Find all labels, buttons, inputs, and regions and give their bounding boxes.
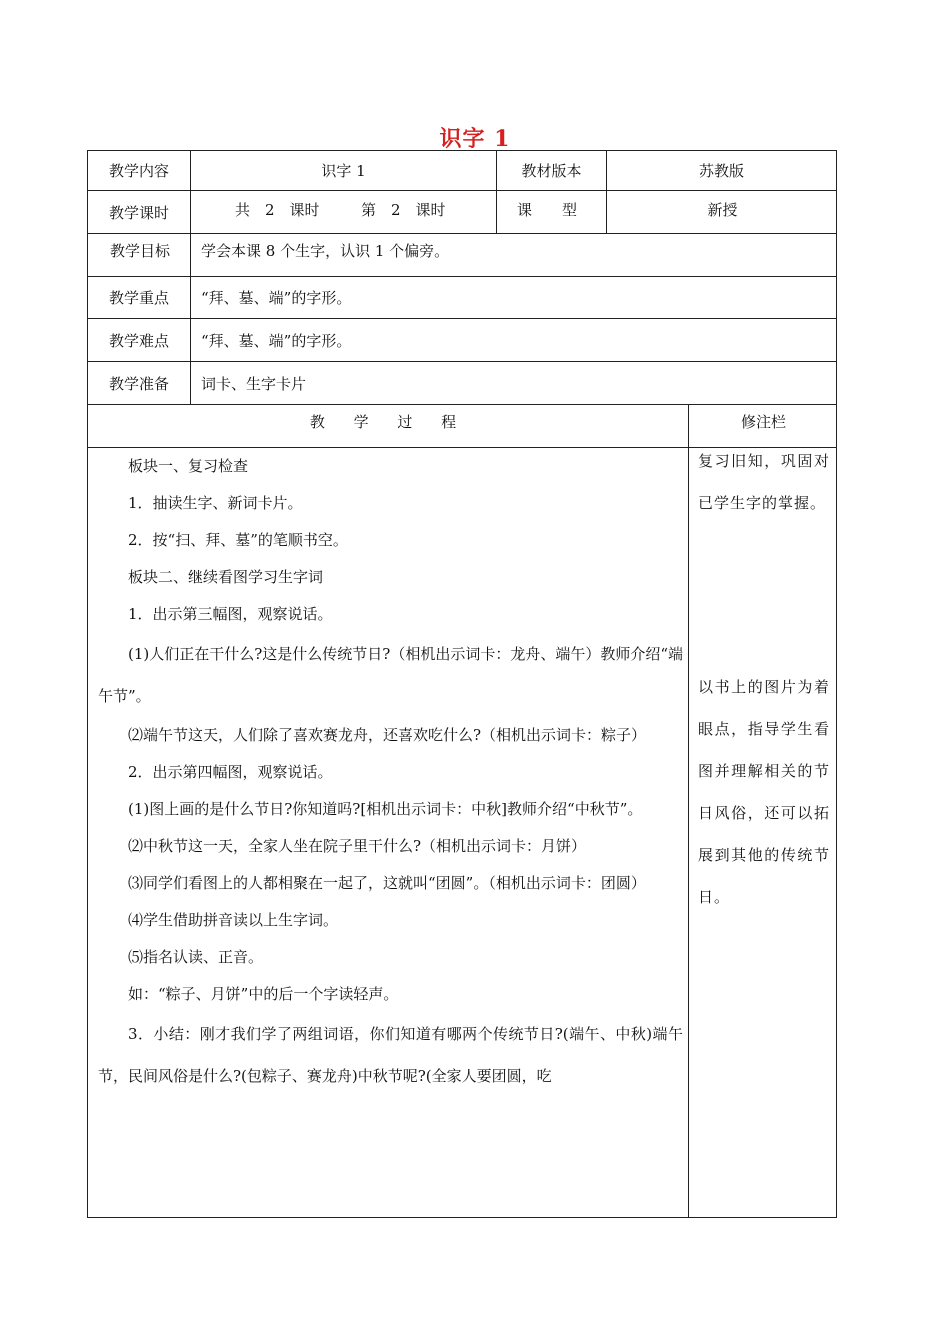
process-line: 板块二、继续看图学习生字词 [128, 568, 324, 586]
process-line: 3．小结：刚才我们学了两组词语，你们知道有哪两个传统节日?(端午、中秋)端午节，民间风俗是什么?(包粽子、赛龙舟)中秋节呢?(全家人要团圆，吃 [98, 1025, 683, 1085]
process-line: (1)人们正在干什么?这是什么传统节日?（相机出示词卡：龙舟、端午）教师介绍“端午节”。 [98, 645, 684, 705]
hours-cell [190, 190, 497, 234]
process-heading: 教 学 过 程 [309, 413, 469, 431]
goal-value-cell [190, 233, 837, 277]
type-value: 新授 [707, 201, 738, 219]
difficulty-label: 教学难点 [87, 318, 191, 362]
process-line: ⑸指名认读、正音。 [128, 948, 264, 966]
key-label: 教学重点 [87, 276, 191, 319]
note-pictures: 以书上的图片为着眼点，指导学生看图并理解相关的节日风俗，还可以拓展到其他的传统节日。 [698, 678, 830, 906]
process-line: (1)图上画的是什么节日?你知道吗?[相机出示词卡：中秋]教师介绍“中秋节”。 [128, 800, 643, 818]
type-label-cell [496, 190, 607, 234]
process-line: 如：“粽子、月饼”中的后一个字读轻声。 [128, 985, 399, 1003]
process-line: 2．按“扫、拜、墓”的笔顺书空。 [128, 531, 348, 549]
content-value: 识字 1 [190, 150, 497, 191]
process-text [98, 448, 683, 1097]
edition-value: 苏教版 [606, 150, 837, 191]
process-line: ⑵中秋节这一天，全家人坐在院子里干什么?（相机出示词卡：月饼） [128, 837, 587, 855]
process-line: ⑷学生借助拼音读以上生字词。 [128, 911, 339, 929]
hours-total: 共 2 课时 [235, 201, 320, 219]
note-review: 复习旧知，巩固对已学生字的掌握。 [698, 452, 830, 512]
hours-current: 第 2 课时 [361, 201, 446, 219]
process-line: 1．抽读生字、新词卡片。 [128, 494, 303, 512]
process-line: 板块一、复习检查 [128, 457, 249, 475]
process-line: 1．出示第三幅图，观察说话。 [128, 605, 333, 623]
prep-value: 词卡、生字卡片 [190, 361, 837, 405]
content-label: 教学内容 [87, 150, 191, 191]
goal-value: 学会本课 8 个生字，认识 1 个偏旁。 [201, 242, 450, 260]
type-value-cell [606, 190, 837, 234]
process-line: ⑶同学们看图上的人都相聚在一起了，这就叫“团圆”。（相机出示词卡：团圆） [128, 874, 646, 892]
prep-label: 教学准备 [87, 361, 191, 405]
type-label: 课 型 [517, 201, 578, 219]
key-value: “拜、墓、端”的字形。 [190, 276, 837, 319]
notes-heading: 修注栏 [740, 413, 786, 431]
hours-label: 教学课时 [87, 190, 191, 234]
goal-label: 教学目标 [109, 242, 170, 260]
process-line: ⑵端午节这天，人们除了喜欢赛龙舟，还喜欢吃什么?（相机出示词卡：粽子） [128, 726, 647, 744]
page-title: 识字 1 [439, 126, 511, 152]
difficulty-value: “拜、墓、端”的字形。 [190, 318, 837, 362]
goal-label-cell [87, 233, 191, 277]
process-line: 2．出示第四幅图，观察说话。 [128, 763, 333, 781]
edition-label: 教材版本 [496, 150, 607, 191]
process-heading-cell [87, 404, 689, 448]
